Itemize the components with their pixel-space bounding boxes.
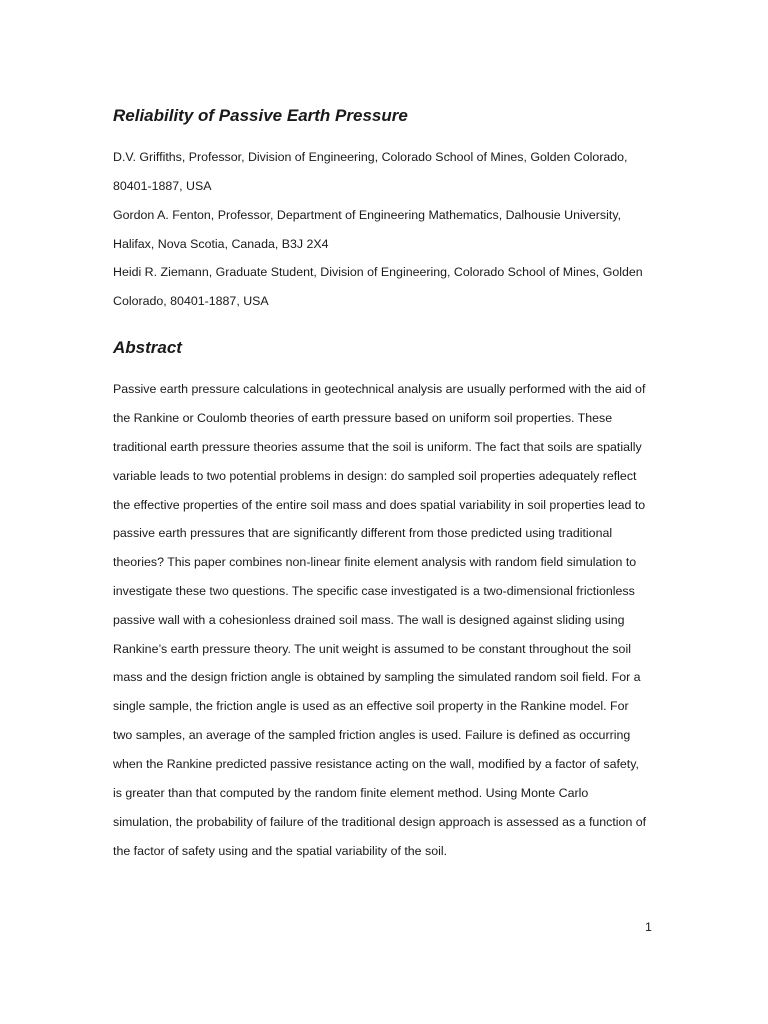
abstract-line: the Rankine or Coulomb theories of earth pressure based on uniform soil properties. These — [113, 411, 613, 425]
page-number: 1 — [645, 920, 652, 934]
abstract-line: Passive earth pressure calculations in geotechnical analysis are usually performed with the aid of — [113, 382, 646, 396]
abstract-line: two samples, an average of the sampled friction angles is used. Failure is defined as occurring — [113, 728, 631, 742]
paper-title: Reliability of Passive Earth Pressure — [113, 106, 408, 125]
abstract-heading: Abstract — [113, 338, 182, 357]
abstract-line: simulation, the probability of failure of the traditional design approach is assessed as a function of — [113, 815, 647, 829]
abstract-line: Rankine’s earth pressure theory. The unit weight is assumed to be constant throughout the soil — [113, 642, 631, 656]
abstract-line: passive wall with a cohesionless drained soil mass. The wall is designed against sliding using — [113, 613, 625, 627]
abstract-line: theories? This paper combines non-linear finite element analysis with random field simulation to — [113, 555, 637, 569]
abstract-line: single sample, the friction angle is used as an effective soil property in the Rankine model. For — [113, 699, 629, 713]
abstract-line: the factor of safety using and the spatial variability of the soil. — [113, 844, 448, 858]
abstract-line: variable leads to two potential problems in design: do sampled soil properties adequately reflect — [113, 469, 637, 483]
abstract-line: is greater than that computed by the random finite element method. Using Monte Carlo — [113, 786, 589, 800]
author-affiliation-line: Halifax, Nova Scotia, Canada, B3J 2X4 — [113, 237, 329, 251]
abstract-line: traditional earth pressure theories assume that the soil is uniform. The fact that soils are spatially — [113, 440, 642, 454]
abstract-line: passive earth pressures that are significantly different from those predicted using traditional — [113, 526, 613, 540]
author-affiliation-line: 80401-1887, USA — [113, 179, 212, 193]
author-affiliation-line: Colorado, 80401-1887, USA — [113, 294, 269, 308]
author-affiliation-line: Gordon A. Fenton, Professor, Department of Engineering Mathematics, Dalhousie University, — [113, 208, 622, 222]
abstract-line: when the Rankine predicted passive resistance acting on the wall, modified by a factor of safety, — [113, 757, 639, 771]
author-affiliation-line: D.V. Griffiths, Professor, Division of Engineering, Colorado School of Mines, Golden Colorado, — [113, 150, 628, 164]
author-affiliation-line: Heidi R. Ziemann, Graduate Student, Division of Engineering, Colorado School of Mines, Golden — [113, 265, 643, 279]
abstract-line: investigate these two questions. The specific case investigated is a two-dimensional frictionless — [113, 584, 635, 598]
abstract-line: mass and the design friction angle is obtained by sampling the simulated random soil field. For a — [113, 670, 641, 684]
abstract-line: the effective properties of the entire soil mass and does spatial variability in soil properties lead to — [113, 498, 646, 512]
